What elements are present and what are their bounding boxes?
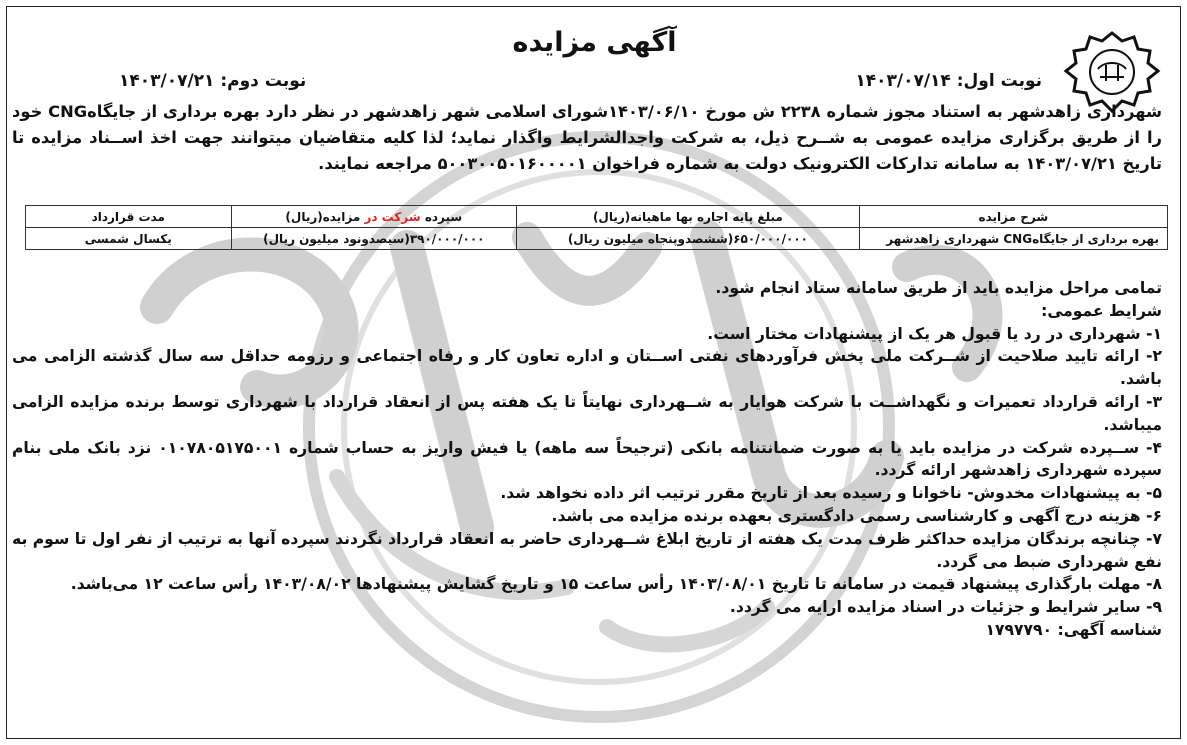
- condition-item-7: ۷- چنانچه برندگان مزایده حداکثر ظرف مدت یک هفته از تاریخ ابلاغ شــهرداری حاضر به انعقاد قرارداد نگردند سپرده آنها به ترتیب از نفر اول تا سوم به نفع شهرداری ضبط می گردد.: [12, 529, 1162, 571]
- condition-item-1: ۱- شهرداری در رد یا قبول هر یک از پیشنهادات مختار است.: [707, 324, 1162, 343]
- first-round-date: نوبت اول: ۱۴۰۳/۰۷/۱۴: [855, 71, 1042, 91]
- condition-item-5: ۵- به پیشنهادات مخدوش- ناخوانا و رسیده بعد از تاریخ مقرر ترتیب اثر داده نخواهد شد.: [500, 484, 1162, 503]
- cell-duration: یکسال شمسی: [26, 228, 232, 250]
- header-duration: مدت قرارداد: [26, 206, 232, 228]
- notice-title: آگهی مزایده: [512, 27, 677, 58]
- cell-description: بهره برداری از جایگاهCNG شهرداری زاهدشهر: [859, 228, 1167, 250]
- header-deposit: سپرده شرکت در مزایده(ریال): [231, 206, 517, 228]
- condition-item-8: ۸- مهلت بارگذاری پیشنهاد قیمت در سامانه تا تاریخ ۱۴۰۳/۰۸/۰۱ رأس ساعت ۱۵ و تاریخ گشایش پیشنهادها ۱۴۰۳/۰۸/۰۲ رأس ساعت ۱۲ می‌باشد.: [70, 575, 1162, 594]
- cell-base-price: ۶۵۰/۰۰۰/۰۰۰(ششصدوپنجاه میلیون ریال): [517, 228, 860, 250]
- header-base-price: مبلغ پایه اجاره بها ماهیانه(ریال): [517, 206, 860, 228]
- notice-frame: [6, 6, 1181, 739]
- cell-deposit: ۳۹۰/۰۰۰/۰۰۰(سیصدونود میلیون ریال): [231, 228, 517, 250]
- condition-item-4: ۴- ســپرده شرکت در مزایده باید یا به صورت ضمانتنامه بانکی (ترجیحاً سه ماهه) یا فیش واریز به حساب شماره ۰۱۰۷۸۰۵۱۷۵۰۰۱ نزد بانک ملی بنام سپرده شهرداری زاهدشهر ارائه گردد.: [12, 438, 1163, 480]
- ad-identifier: شناسه آگهی: ۱۷۹۷۷۹۰: [985, 620, 1162, 639]
- intro-paragraph: شهرداری زاهدشهر به استناد مجوز شماره ۲۲۳۸ ش مورخ ۱۴۰۳/۰۶/۱۰شورای اسلامی شهر زاهدشهر در نظر دارد بهره برداری از جایگاهCNG خود را از طریق برگزاری مزایده عمومی به شــرح ذیل، به شرکت واجدالشرایط واگذار نماید؛ لذا کلیه متقاضیان میتوانند جهت اخذ اســناد مزایده تا تاریخ ۱۴۰۳/۰۷/۲۱ به سامانه تدارکات الکترونیک دولت به شماره فراخوان ۵۰۰۳۰۰۵۰۱۶۰۰۰۰۱ مراجعه نمایند.: [12, 102, 1162, 173]
- condition-item-9: ۹- سایر شرایط و جزئیات در اسناد مزایده ارایه می گردد.: [729, 598, 1162, 617]
- conditions-heading: شرایط عمومی:: [1041, 301, 1162, 320]
- auction-table: [25, 205, 1168, 250]
- table-row: [26, 228, 1168, 250]
- condition-item-3: ۳- ارائه قرارداد تعمیرات و نگهداشــت با شرکت هوایار به شــهرداری نهایتاً تا یک هفته پس از انعقاد قرارداد با شهرداری توسط برنده مزایده الزامی میباشد.: [12, 392, 1162, 434]
- header-description: شرح مزایده: [859, 206, 1167, 228]
- conditions-section: [12, 277, 1162, 642]
- condition-item-2: ۲- ارائه تایید صلاحیت از شــرکت ملی پخش فرآوردهای نفتی اســتان و اداره تعاون کار و رفاه اجتماعی و رزومه حداقل سه سال گذشته الزامی می باشد.: [12, 347, 1162, 389]
- condition-item-6: ۶- هزینه درج آگهی و کارشناسی رسمی دادگستری بعهده برنده مزایده می باشد.: [551, 506, 1162, 525]
- second-round-date: نوبت دوم: ۱۴۰۳/۰۷/۲۱: [119, 71, 307, 91]
- system-note: تمامی مراحل مزایده باید از طریق سامانه ستاد انجام شود.: [715, 279, 1162, 297]
- table-header-row: [26, 206, 1168, 228]
